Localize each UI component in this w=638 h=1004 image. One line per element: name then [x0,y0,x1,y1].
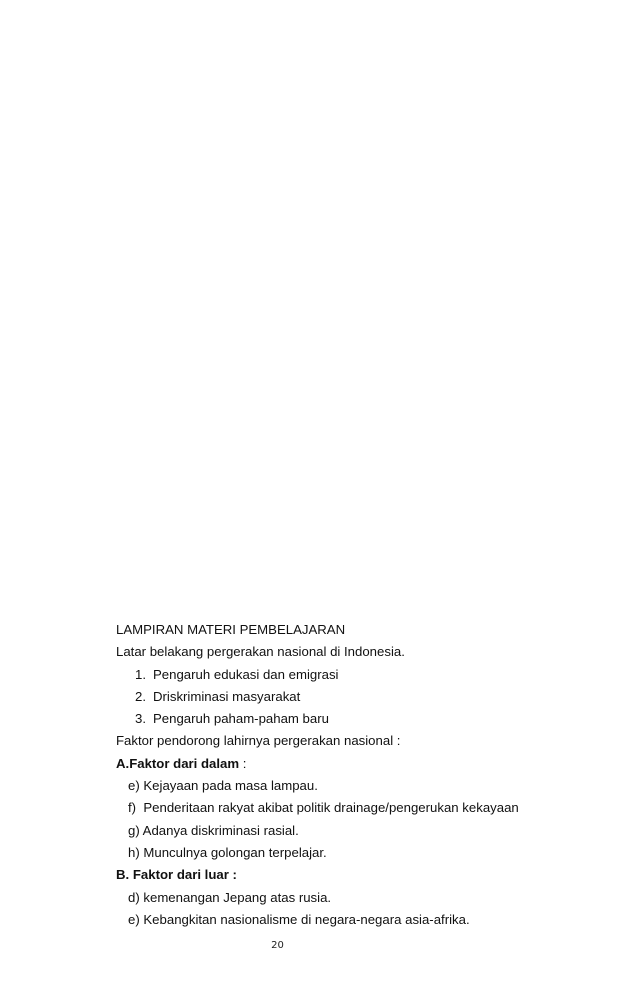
intro-text: Latar belakang pergerakan nasional di Indonesia. [116,644,405,660]
list-item [116,664,596,686]
section-a-suffix: : [239,755,247,771]
list-number: 3. [135,711,146,727]
section-a-marker: A. [116,755,130,771]
list-item: e) Kejayaan pada masa lampau. [128,778,318,794]
list-number: 2. [135,688,146,704]
section-a-heading [116,753,596,775]
page-number: 20 [271,940,284,951]
list-item-text: Pengaruh edukasi dan emigrasi [153,666,339,682]
list-item: e) Kebangkitan nasionalisme di negara-negara asia-afrika. [128,911,470,927]
factors-intro: Faktor pendorong lahirnya pergerakan nasional : [116,733,401,749]
list-item: h) Munculnya golongan terpelajar. [128,844,327,860]
list-item [116,708,596,730]
section-b-heading: B. Faktor dari luar : [116,867,237,883]
list-item [116,686,596,708]
list-item-text: Pengaruh paham-paham baru [153,711,329,727]
section-a-title: Faktor dari dalam [129,755,240,771]
list-item: f) Penderitaan rakyat akibat politik drainage/pengerukan kekayaan [128,800,519,816]
list-item: d) kemenangan Jepang atas rusia. [128,889,332,905]
list-item: g) Adanya diskriminasi rasial. [128,822,299,838]
list-item-text: Driskriminasi masyarakat [153,688,301,704]
document-heading: LAMPIRAN MATERI PEMBELAJARAN [116,622,346,637]
document-body [116,619,596,931]
list-number: 1. [135,666,146,682]
